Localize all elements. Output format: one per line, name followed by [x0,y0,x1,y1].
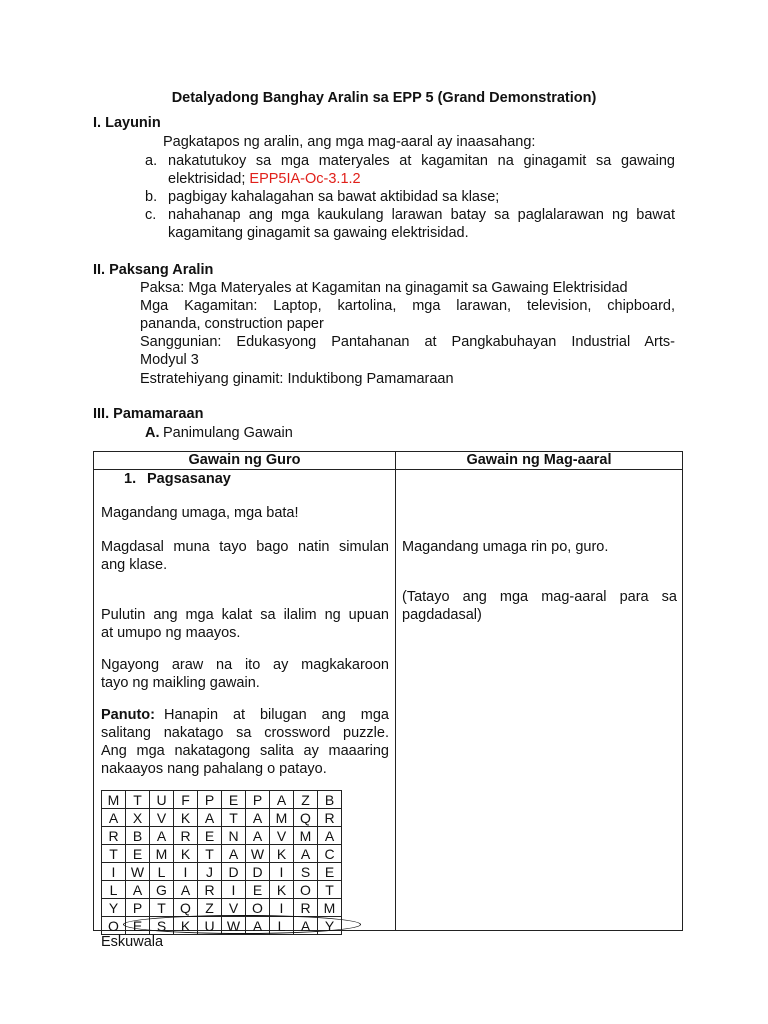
puzzle-cell: A [246,827,270,845]
puzzle-cell: T [198,845,222,863]
puzzle-cell: K [270,881,294,899]
puzzle-cell: W [222,917,246,935]
puzzle-cell: S [150,917,174,935]
puzzle-cell: I [222,881,246,899]
puzzle-cell: O [246,899,270,917]
puzzle-cell: M [318,899,342,917]
puzzle-cell: Q [294,809,318,827]
puzzle-cell: E [126,917,150,935]
puzzle-cell: R [294,899,318,917]
layunin-b-marker: b. [145,189,158,205]
puzzle-cell: O [294,881,318,899]
puzzle-cell: T [222,809,246,827]
puzzle-cell: K [174,845,198,863]
layunin-a-line2 [168,170,361,188]
section-heading-paksang-aralin: II. Paksang Aralin [93,262,214,278]
student-reply: Magandang umaga rin po, guro. [402,539,609,555]
teacher-today-line1: Ngayong araw na ito ay magkakaroon [101,657,389,673]
puzzle-row [102,863,342,881]
puzzle-row [102,809,342,827]
puzzle-cell: O [102,917,126,935]
puzzle-cell: W [246,845,270,863]
puzzle-cell: T [150,899,174,917]
puzzle-cell: A [222,845,246,863]
puzzle-cell: Y [102,899,126,917]
puzzle-cell: K [174,917,198,935]
document-title: Detalyadong Banghay Aralin sa EPP 5 (Grand Demonstration) [171,90,597,106]
teacher-prayer-line2: ang klase. [101,557,168,573]
puzzle-cell: C [318,845,342,863]
puzzle-cell: I [270,899,294,917]
puzzle-cell: D [246,863,270,881]
puzzle-cell: G [150,881,174,899]
puzzle-cell: E [126,845,150,863]
table-body-row [94,470,683,931]
puzzle-cell: P [198,791,222,809]
puzzle-row [102,899,342,917]
puzzle-cell: V [270,827,294,845]
puzzle-cell: R [198,881,222,899]
section-heading-pamamaraan: III. Pamamaraan [93,406,204,422]
table-header-row [94,452,683,470]
puzzle-cell: I [270,863,294,881]
panuto-line1: Hanapin at bilugan ang mga [164,707,389,723]
pamamaraan-sub-marker: A. [145,425,160,441]
teacher-greeting: Magandang umaga, mga bata! [101,505,299,521]
puzzle-cell: T [126,791,150,809]
pamamaraan-sub-label: Panimulang Gawain [163,425,293,441]
puzzle-cell: E [222,791,246,809]
puzzle-row [102,845,342,863]
panuto-label: Panuto: [101,707,155,723]
kagamitan-line2: pananda, construction paper [140,316,324,332]
puzzle-row [102,917,342,935]
puzzle-cell: R [102,827,126,845]
header-gawain-ng-mag-aaral: Gawain ng Mag-aaral [396,452,683,470]
puzzle-cell: S [294,863,318,881]
puzzle-cell: Q [174,899,198,917]
puzzle-cell: D [222,863,246,881]
puzzle-row [102,827,342,845]
crossword-puzzle-grid [101,790,342,935]
puzzle-cell: I [102,863,126,881]
puzzle-cell: P [126,899,150,917]
puzzle-cell: A [294,845,318,863]
activity-table [93,451,683,950]
puzzle-cell: F [174,791,198,809]
puzzle-cell: L [150,863,174,881]
puzzle-cell: B [318,791,342,809]
puzzle-cell: L [102,881,126,899]
layunin-intro: Pagkatapos ng aralin, ang mga mag-aaral ay inaasahang: [163,134,536,150]
sanggunian-line1: Sanggunian: Edukasyong Pantahanan at Pangkabuhayan Industrial Arts- [140,334,675,350]
puzzle-cell: E [318,863,342,881]
puzzle-cell: A [174,881,198,899]
puzzle-cell: V [150,809,174,827]
puzzle-cell: J [198,863,222,881]
layunin-c-line2: kagamitang ginagamit sa gawaing elektrisidad. [168,225,469,241]
layunin-a-marker: a. [145,153,158,169]
puzzle-cell: R [174,827,198,845]
paksa-line: Paksa: Mga Materyales at Kagamitan na ginagamit sa Gawaing Elektrisidad [140,280,628,296]
puzzle-cell: W [126,863,150,881]
section-title-pagsasanay: Pagsasanay [147,471,231,487]
puzzle-cell: A [198,809,222,827]
puzzle-cell: A [318,827,342,845]
puzzle-cell: P [246,791,270,809]
puzzle-cell: A [246,809,270,827]
puzzle-row [102,881,342,899]
sanggunian-line2: Modyul 3 [140,352,199,368]
puzzle-answer: Eskuwala [101,934,164,950]
puzzle-cell: M [150,845,174,863]
puzzle-cell: L [270,917,294,935]
puzzle-cell: X [126,809,150,827]
puzzle-cell: N [222,827,246,845]
puzzle-cell: E [246,881,270,899]
puzzle-cell: T [318,881,342,899]
puzzle-cell: B [126,827,150,845]
puzzle-cell: A [150,827,174,845]
competency-code: EPP5IA-Oc-3.1.2 [249,171,361,187]
teacher-prayer-line1: Magdasal muna tayo bago natin simulan [101,539,389,555]
puzzle-cell: R [318,809,342,827]
puzzle-cell: M [294,827,318,845]
kagamitan-line1: Mga Kagamitan: Laptop, kartolina, mga larawan, television, chipboard, [140,298,675,314]
layunin-c-marker: c. [145,207,157,223]
puzzle-cell: A [102,809,126,827]
puzzle-cell: A [246,917,270,935]
layunin-c-line1: nahahanap ang mga kaukulang larawan batay sa paglalarawan ng bawat [168,207,675,223]
teacher-today-line2: tayo ng maikling gawain. [101,675,260,691]
puzzle-cell: M [270,809,294,827]
puzzle-cell: U [198,917,222,935]
puzzle-cell: E [198,827,222,845]
section-heading-layunin: I. Layunin [93,115,161,131]
puzzle-cell: Y [318,917,342,935]
section-marker: 1. [124,471,137,487]
teacher-pickup-line2: at umupo ng maayos. [101,625,241,641]
puzzle-cell: K [174,809,198,827]
layunin-b-line1: pagbigay kahalagahan sa bawat aktibidad sa klase; [168,189,500,205]
puzzle-cell: V [222,899,246,917]
puzzle-cell: A [126,881,150,899]
panuto-line3: Ang mga nakatagong salita ay maaaring [101,743,389,759]
puzzle-cell: U [150,791,174,809]
panuto-line4: nakaayos nang pahalang o patayo. [101,761,327,777]
layunin-a-text: elektrisidad; [168,171,246,187]
student-column [396,470,683,931]
student-action-line2: pagdadasal) [402,607,482,623]
estratehiya-line: Estratehiyang ginamit: Induktibong Pamamaraan [140,371,454,387]
puzzle-cell: A [294,917,318,935]
puzzle-cell: A [270,791,294,809]
puzzle-cell: M [102,791,126,809]
panuto-line2: salitang nakatago sa crossword puzzle. [101,725,389,741]
puzzle-cell: Z [198,899,222,917]
puzzle-cell: Z [294,791,318,809]
teacher-column [94,470,396,950]
puzzle-cell: K [270,845,294,863]
teacher-pickup-line1: Pulutin ang mga kalat sa ilalim ng upuan [101,607,389,623]
header-gawain-ng-guro: Gawain ng Guro [94,452,396,470]
puzzle-cell: T [102,845,126,863]
puzzle-cell: I [174,863,198,881]
layunin-a-line1: nakatutukoy sa mga materyales at kagamitan na ginagamit sa gawaing [168,153,675,169]
puzzle-row [102,791,342,809]
student-action-line1: (Tatayo ang mga mag-aaral para sa [402,589,677,605]
